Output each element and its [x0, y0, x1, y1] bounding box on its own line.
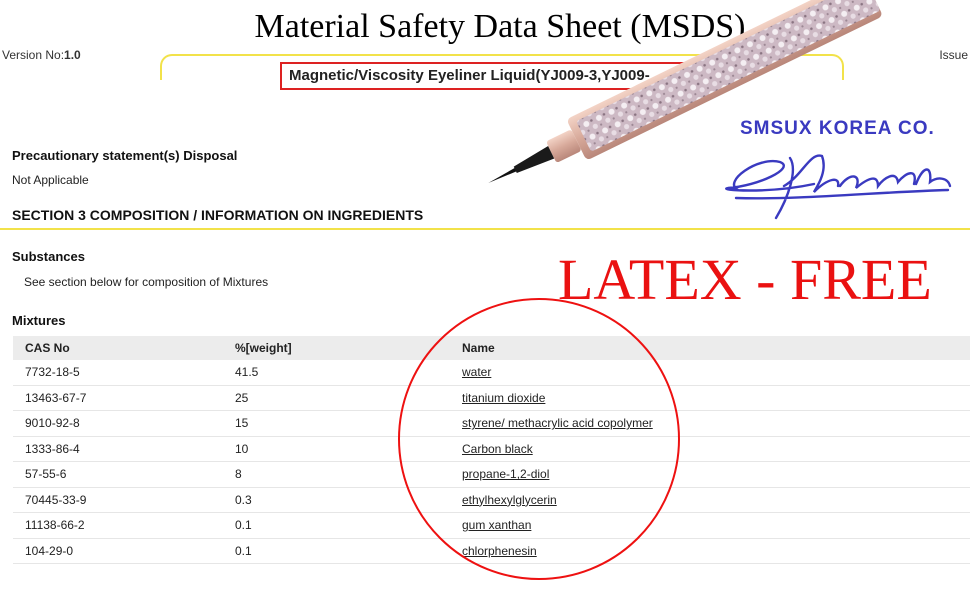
- disposal-text: Not Applicable: [12, 173, 89, 187]
- pen-brush-tip: [487, 167, 518, 185]
- ingredient-name[interactable]: Carbon black: [450, 436, 970, 462]
- weight-percent: 0.1: [223, 513, 450, 539]
- ingredient-name[interactable]: ethylhexylglycerin: [450, 487, 970, 513]
- cas-number: 70445-33-9: [13, 487, 223, 513]
- signature-stroke: [726, 156, 950, 218]
- cas-number: 13463-67-7: [13, 385, 223, 411]
- weight-percent: 15: [223, 411, 450, 437]
- column-header-name: Name: [450, 336, 970, 360]
- latex-free-stamp: LATEX - FREE: [558, 247, 932, 312]
- cas-number: 9010-92-8: [13, 411, 223, 437]
- column-header-cas: CAS No: [13, 336, 223, 360]
- company-stamp: SMSUX KOREA CO.: [740, 118, 935, 139]
- cas-number: 1333-86-4: [13, 436, 223, 462]
- ingredient-name[interactable]: chlorphenesin: [450, 538, 970, 564]
- mixtures-heading: Mixtures: [12, 313, 66, 328]
- cas-number: 57-55-6: [13, 462, 223, 488]
- substances-text: See section below for composition of Mixtures: [24, 275, 269, 289]
- disposal-heading: Precautionary statement(s) Disposal: [12, 148, 238, 163]
- cas-number: 104-29-0: [13, 538, 223, 564]
- ingredient-name[interactable]: styrene/ methacrylic acid copolymer: [450, 411, 970, 437]
- weight-percent: 41.5: [223, 360, 450, 385]
- document-title: Material Safety Data Sheet (MSDS): [254, 8, 746, 45]
- highlight-circle: [398, 298, 680, 580]
- substances-heading: Substances: [12, 249, 85, 264]
- weight-percent: 8: [223, 462, 450, 488]
- pen-brush: [512, 146, 554, 176]
- cas-number: 11138-66-2: [13, 513, 223, 539]
- cas-number: 7732-18-5: [13, 360, 223, 385]
- ingredient-name[interactable]: water: [450, 360, 970, 385]
- version-value: 1.0: [64, 48, 81, 62]
- version-number: [2, 48, 81, 62]
- product-name-box: Magnetic/Viscosity Eyeliner Liquid(YJ009-3,YJ009-: [280, 62, 711, 90]
- weight-percent: 25: [223, 385, 450, 411]
- signature-image: [718, 142, 958, 222]
- issue-label: Issue: [939, 48, 968, 62]
- weight-percent: 0.3: [223, 487, 450, 513]
- ingredient-name[interactable]: propane-1,2-diol: [450, 462, 970, 488]
- ingredient-name[interactable]: gum xanthan: [450, 513, 970, 539]
- section-3-heading: SECTION 3 COMPOSITION / INFORMATION ON INGREDIENTS: [12, 207, 424, 223]
- column-header-weight: %[weight]: [223, 336, 450, 360]
- weight-percent: 10: [223, 436, 450, 462]
- weight-percent: 0.1: [223, 538, 450, 564]
- ingredient-name[interactable]: titanium dioxide: [450, 385, 970, 411]
- version-label: Version No:: [2, 48, 65, 62]
